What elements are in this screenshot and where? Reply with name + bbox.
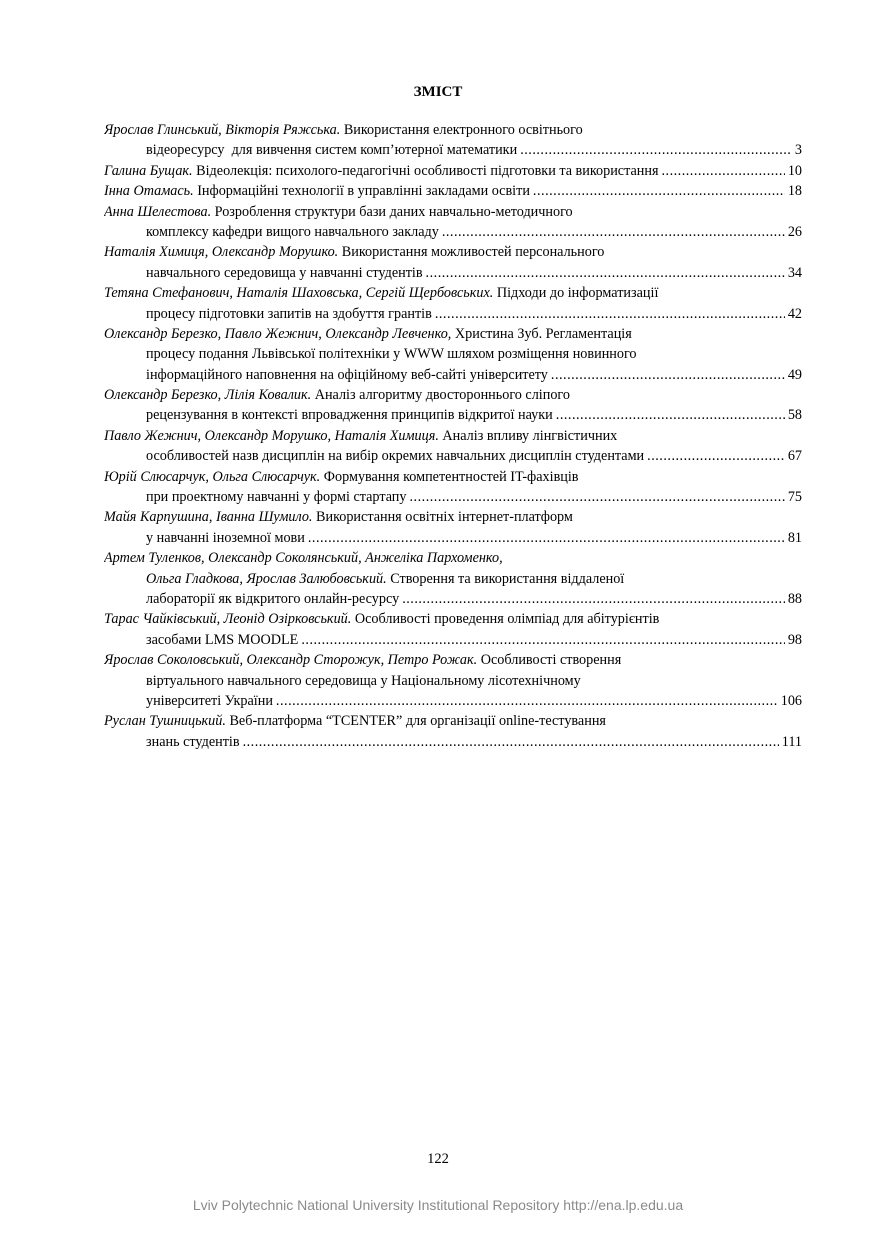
toc-title-text: Аналіз впливу лінгвістичних [438, 427, 618, 444]
toc-line [104, 548, 802, 568]
toc-authors: Юрій Слюсарчук, Ольга Слюсарчук. [104, 468, 321, 485]
toc-authors: Ярослав Соколовський, Олександр Сторожук, Петро Рожак. [104, 652, 478, 669]
toc-page-number: 26 [787, 223, 802, 240]
dot-leader [410, 487, 785, 507]
toc-page-number: 18 [787, 183, 802, 200]
toc-title-text: Використання освітніх інтернет-платформ [312, 509, 573, 526]
toc-authors: Олександр Березко, Лілія Ковалик. [104, 387, 312, 404]
toc-title-text: Веб-платформа “TCENTER” для організації online-тестування [225, 713, 606, 730]
toc-page-number: 34 [787, 264, 802, 281]
toc-heading: ЗМІСТ [413, 84, 463, 100]
toc-authors: Галина Бущак. [104, 162, 193, 179]
dot-leader [243, 732, 779, 752]
toc-line [104, 528, 802, 548]
toc-line [104, 426, 802, 446]
toc-entry [104, 120, 802, 161]
toc-line [104, 671, 802, 691]
toc-entry [104, 609, 802, 650]
toc-line [104, 181, 802, 201]
toc-line [104, 630, 802, 650]
toc-entry [104, 283, 802, 324]
toc-authors: Тетяна Стефанович, Наталія Шаховська, Сергій Щербовських. [104, 285, 494, 302]
toc-page-number: 49 [787, 366, 802, 383]
toc-authors: Олександр Березко, Павло Жежнич, Олександр Левченко, [104, 325, 452, 342]
toc-title-text: Формування компетентностей IT-фахівців [320, 468, 579, 485]
toc-authors: Тарас Чайківський, Леонід Озірковський. [104, 611, 352, 628]
toc-title-text: Підходи до інформатизації [493, 285, 659, 302]
repository-note: Lviv Polytechnic National University Institutional Repository http://ena.lp.edu.ua [192, 1197, 684, 1213]
toc-authors: Інна Отамась. [104, 183, 194, 200]
dot-leader [520, 140, 792, 160]
toc-authors: Артем Туленков, Олександр Соколянський, Анжеліка Пархоменко, [104, 550, 503, 567]
toc-line [104, 732, 802, 752]
toc-entry [104, 324, 802, 385]
toc-authors: Анна Шелестова. [104, 203, 212, 220]
toc-page-number: 58 [787, 407, 802, 424]
toc-title-text: засобами LMS MOODLE [146, 631, 299, 648]
toc-line [104, 263, 802, 283]
toc-title-text: рецензування в контексті впровадження принципів відкритої науки [146, 407, 553, 424]
toc-line [104, 242, 802, 262]
toc-title-text: Розроблення структури бази даних навчально-методичного [211, 203, 573, 220]
toc-entry [104, 385, 802, 426]
toc-title-text: процесу подання Львівської політехніки у WWW шляхом розміщення новинного [146, 346, 637, 363]
toc-page-number: 81 [787, 529, 802, 546]
toc-title-text: знань студентів [146, 733, 240, 750]
toc-line [104, 140, 802, 160]
toc-title-text: особливостей назв дисциплін на вибір окремих навчальних дисциплін студентами [146, 448, 645, 465]
toc-title-text: навчального середовища у навчанні студентів [146, 264, 423, 281]
toc-page-number: 3 [794, 142, 802, 159]
toc-entry [104, 650, 802, 711]
dot-leader [301, 630, 784, 650]
toc-title-text: у навчанні іноземної мови [146, 529, 305, 546]
toc-title-text: Інформаційні технології в управлінні закладами освіти [193, 183, 530, 200]
toc-line [104, 161, 802, 181]
toc-line [104, 609, 802, 629]
toc-title-text: університеті України [146, 692, 273, 709]
toc-page-number: 75 [787, 489, 802, 506]
toc-line [104, 365, 802, 385]
toc-entry [104, 161, 802, 181]
toc-page-number: 42 [787, 305, 802, 322]
toc-entry [104, 181, 802, 201]
toc-page-number: 67 [787, 448, 802, 465]
toc-authors: Наталія Химиця, Олександр Морушко. [104, 244, 339, 261]
toc-entry [104, 507, 802, 548]
dot-leader [442, 222, 785, 242]
toc-page-number: 106 [780, 692, 802, 709]
toc-page-number: 111 [781, 733, 802, 750]
toc-entry [104, 202, 802, 243]
dot-leader [551, 365, 785, 385]
dot-leader [426, 263, 785, 283]
toc-title-text: Особливості проведення олімпіад для абітурієнтів [351, 611, 660, 628]
table-of-contents [104, 120, 802, 752]
dot-leader [308, 528, 785, 548]
toc-title-text: інформаційного наповнення на офіційному веб-сайті університету [146, 366, 548, 383]
toc-title-text: Використання можливостей персонального [338, 244, 605, 261]
toc-title-text: Створення та використання віддаленої [386, 570, 625, 587]
toc-title-text: процесу підготовки запитів на здобуття грантів [146, 305, 432, 322]
dot-leader [402, 589, 785, 609]
toc-line [104, 385, 802, 405]
dot-leader [533, 181, 785, 201]
toc-title-text: Христина Зуб. Регламентація [451, 325, 632, 342]
toc-authors: Майя Карпушина, Іванна Шумило. [104, 509, 313, 526]
toc-title-text: лабораторії як відкритого онлайн-ресурсу [146, 590, 400, 607]
toc-line [104, 202, 802, 222]
toc-line [104, 507, 802, 527]
toc-title-text: комплексу кафедри вищого навчального закладу [146, 223, 439, 240]
toc-line [104, 120, 802, 140]
toc-title-text: відеоресурсу для вивчення систем комп’ютерної математики [146, 142, 518, 159]
toc-line [104, 650, 802, 670]
toc-line [104, 344, 802, 364]
toc-page-number: 98 [787, 631, 802, 648]
toc-entry [104, 548, 802, 609]
toc-entry [104, 467, 802, 508]
toc-title-text: віртуального навчального середовища у Національному лісотехнічному [146, 672, 581, 689]
toc-line [104, 487, 802, 507]
toc-entry [104, 242, 802, 283]
toc-line [104, 446, 802, 466]
toc-line [104, 405, 802, 425]
toc-title-text: Аналіз алгоритму двостороннього сліпого [311, 387, 570, 404]
toc-line [104, 222, 802, 242]
toc-title-text: Використання електронного освітнього [340, 122, 583, 138]
dot-leader [661, 161, 784, 181]
toc-line [104, 589, 802, 609]
toc-title-text: при проектному навчанні у формі стартапу [146, 489, 407, 506]
toc-line [104, 467, 802, 487]
toc-line [104, 711, 802, 731]
toc-line [104, 304, 802, 324]
dot-leader [556, 405, 785, 425]
toc-line [104, 283, 802, 303]
toc-entry [104, 426, 802, 467]
toc-entry [104, 711, 802, 752]
toc-authors: Ольга Гладкова, Ярослав Залюбовський. [146, 570, 387, 587]
toc-page-number: 10 [787, 162, 802, 179]
page-number: 122 [427, 1151, 449, 1167]
toc-line [104, 569, 802, 589]
dot-leader [647, 446, 785, 466]
toc-page-number: 88 [787, 590, 802, 607]
toc-authors: Ярослав Глинський, Вікторія Ряжська. [104, 122, 341, 138]
toc-authors: Павло Жежнич, Олександр Морушко, Наталія Химиця. [104, 427, 439, 444]
toc-line [104, 324, 802, 344]
dot-leader [276, 691, 778, 711]
toc-title-text: Відеолекція: психолого-педагогічні особливості підготовки та використання [192, 162, 659, 179]
toc-line [104, 691, 802, 711]
toc-title-text: Особливості створення [477, 652, 622, 669]
toc-authors: Руслан Тушницький. [104, 713, 226, 730]
dot-leader [435, 304, 785, 324]
